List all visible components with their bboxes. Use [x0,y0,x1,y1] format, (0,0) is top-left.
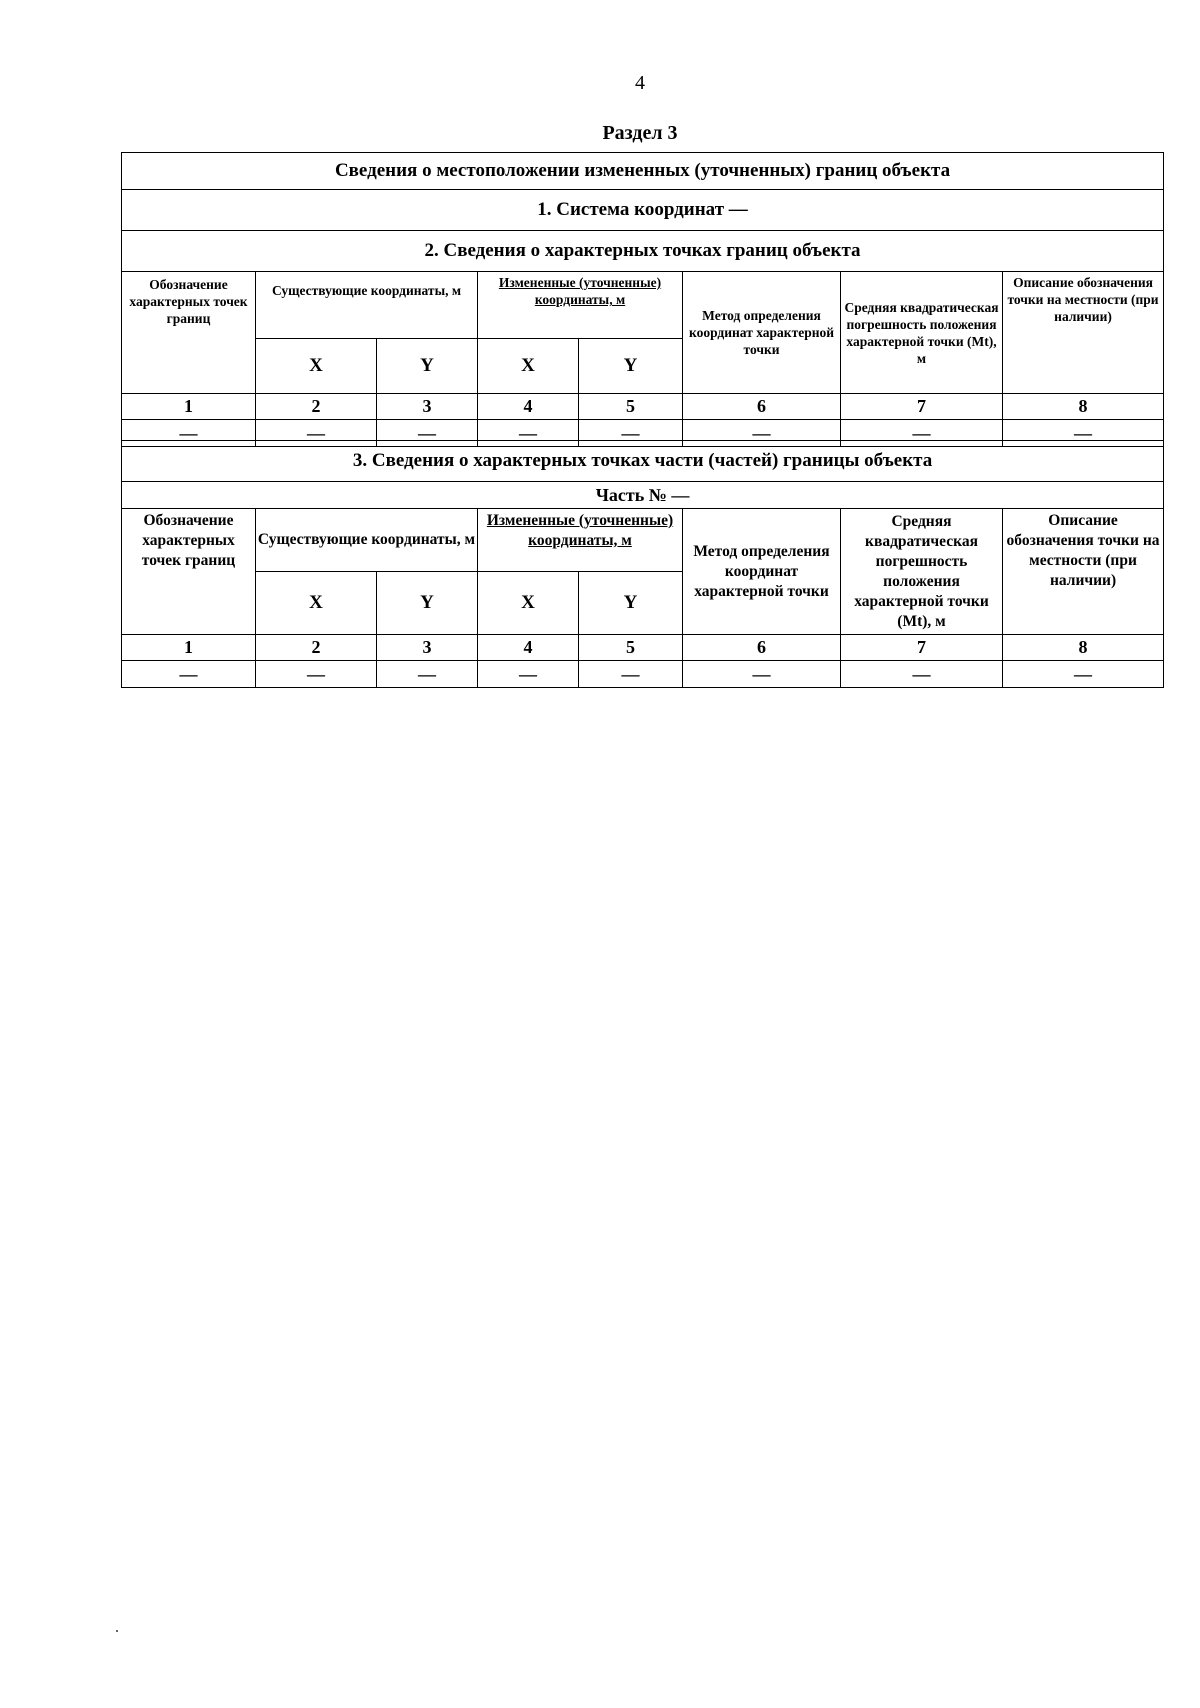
table-cell: — [256,420,377,447]
col-number: 8 [1003,635,1164,661]
scan-artifact-dot [116,1630,118,1632]
col-changed-x: X [478,339,579,394]
part-points-heading: 3. Сведения о характерных точках части (частей) границы объекта [122,441,1164,482]
points-heading: 2. Сведения о характерных точках границ объекта [122,231,1164,272]
table-cell: — [841,661,1003,688]
col-number: 3 [377,394,478,420]
col-changed-y: Y [579,572,683,635]
table-cell: — [683,661,841,688]
col-number: 5 [579,394,683,420]
table-cell: — [122,661,256,688]
col-number: 2 [256,394,377,420]
table-main-title: Сведения о местоположении измененных (уточненных) границ объекта [122,153,1164,190]
col-existing-x: X [256,572,377,635]
table-cell: — [478,661,579,688]
table-cell: — [256,661,377,688]
col-changed-x: X [478,572,579,635]
table-cell: — [122,420,256,447]
table-cell: — [1003,420,1164,447]
table-cell: — [683,420,841,447]
col-method-header: Метод определения координат характерной точки [683,509,841,635]
col-changed-header [478,509,683,572]
col-number: 1 [122,394,256,420]
col-number: 7 [841,635,1003,661]
table-cell: — [1003,661,1164,688]
page-number: 4 [635,72,645,94]
col-existing-y: Y [377,339,478,394]
col-error-header: Средняя квадратическая погрешность положения характерной точки (Mt), м [841,509,1003,635]
table-cell: — [579,661,683,688]
col-existing-x: X [256,339,377,394]
col-number: 4 [478,635,579,661]
table-cell: — [579,420,683,447]
part-boundary-points-table [121,440,1164,688]
table-cell: — [841,420,1003,447]
col-number: 5 [579,635,683,661]
table-cell: — [377,661,478,688]
col-number: 8 [1003,394,1164,420]
part-number: Часть № — [122,482,1164,509]
col-number: 1 [122,635,256,661]
table-cell: — [478,420,579,447]
col-error-header: Средняя квадратическая погрешность положения характерной точки (Mt), м [841,272,1003,394]
table-row [122,661,1164,688]
col-number: 4 [478,394,579,420]
col-changed-label: Измененные (уточненные) координаты, м [486,512,674,549]
boundary-points-table [121,152,1164,447]
col-changed-header [478,272,683,339]
col-number: 6 [683,635,841,661]
col-existing-header: Существующие координаты, м [256,509,478,572]
section-title: Раздел 3 [602,122,678,144]
col-method-header: Метод определения координат характерной точки [683,272,841,394]
col-designation-header: Обозначение характерных точек границ [122,509,256,635]
col-changed-label: Измененные (уточненные) координаты, м [498,275,662,307]
col-number: 6 [683,394,841,420]
col-number: 7 [841,394,1003,420]
col-existing-header: Существующие координаты, м [256,272,478,339]
col-description-header: Описание обозначения точки на местности (при наличии) [1003,509,1164,635]
col-number: 2 [256,635,377,661]
col-description-header: Описание обозначения точки на местности (при наличии) [1003,272,1164,394]
col-number: 3 [377,635,478,661]
coordinate-system-row: 1. Система координат — [122,190,1164,231]
col-designation-header: Обозначение характерных точек границ [122,272,256,394]
col-existing-y: Y [377,572,478,635]
table-cell: — [377,420,478,447]
col-changed-y: Y [579,339,683,394]
